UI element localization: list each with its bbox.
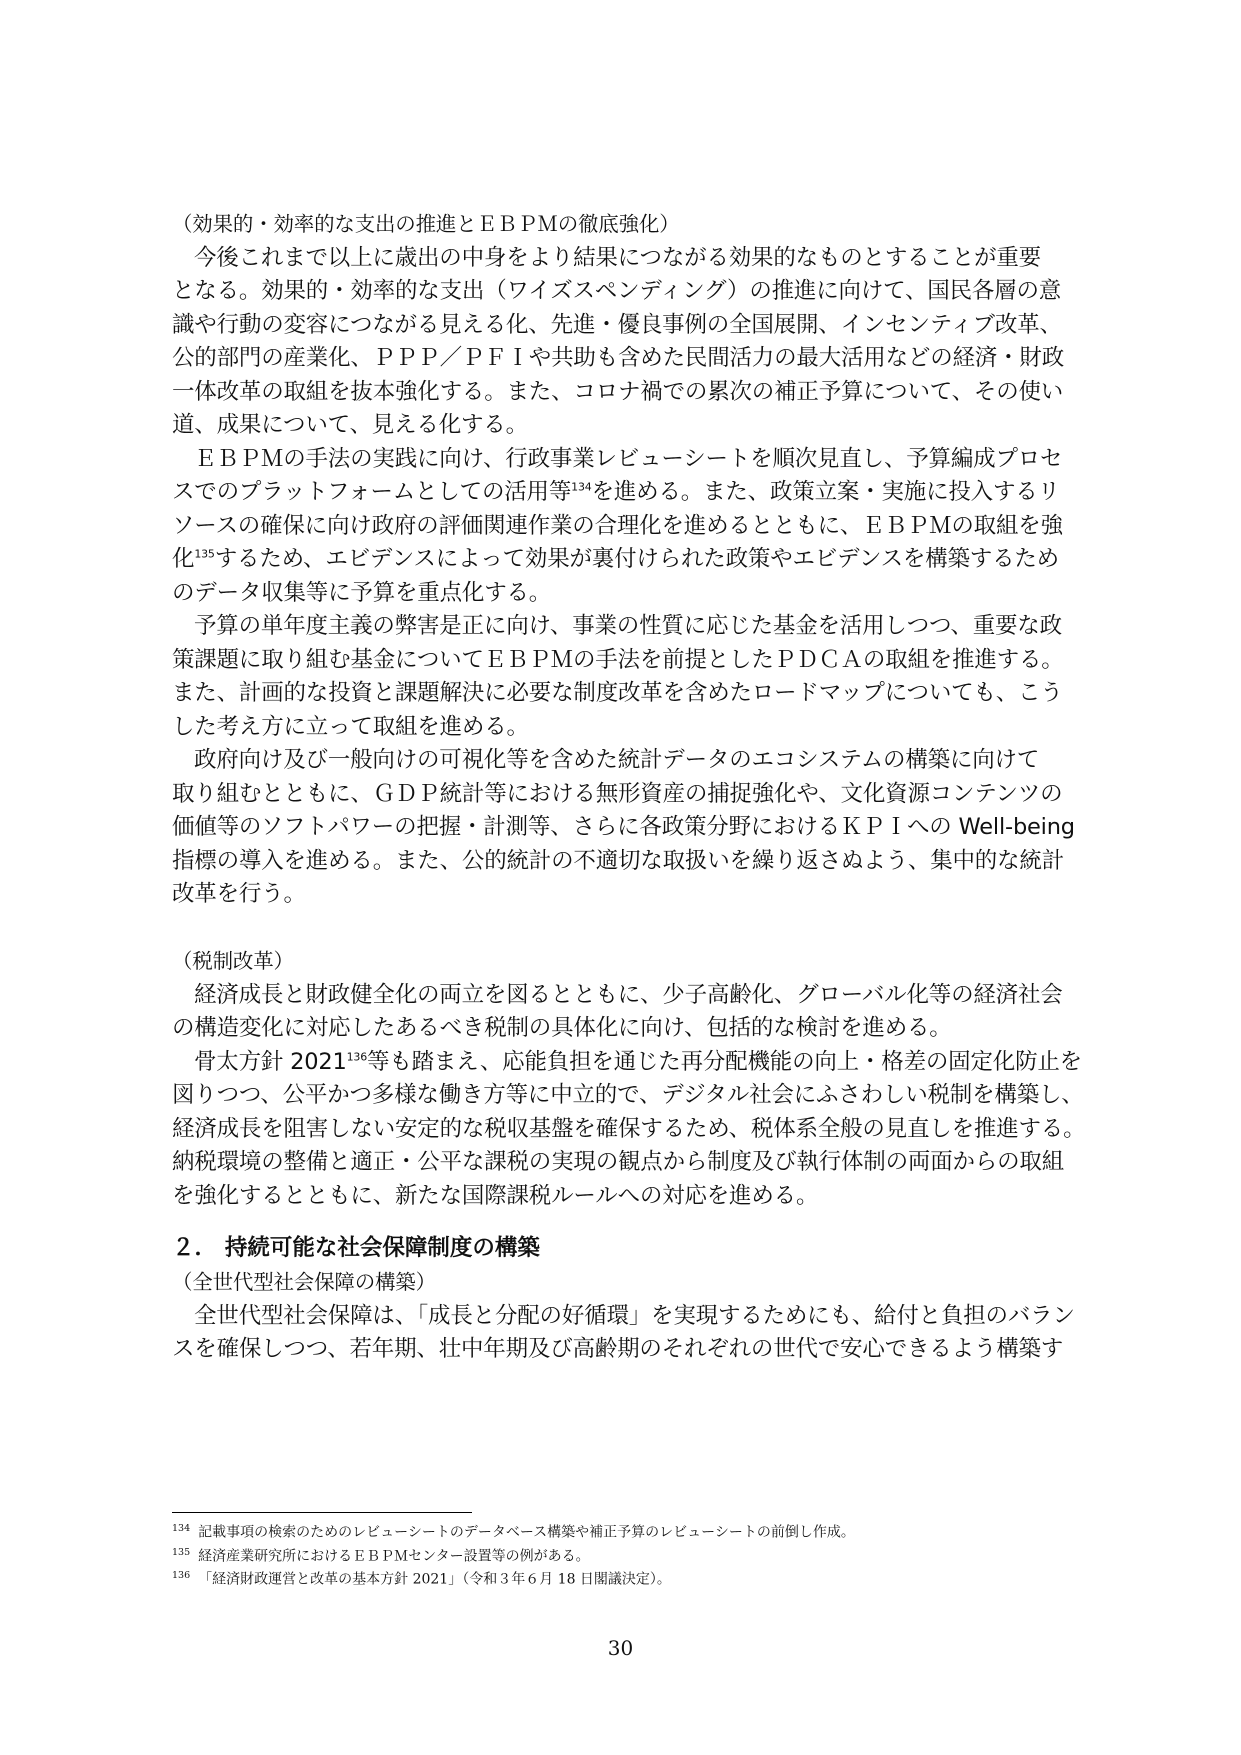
text-span: を進める。また、政策立案・実施に投入するリ [591, 479, 1060, 505]
text-line [172, 476, 1082, 510]
footnote-136 [172, 1566, 1082, 1590]
subsection-heading-wise-spending: （効果的・効率的な支出の推進とＥＢＰＭの徹底強化） [172, 212, 680, 236]
text-line: のデータ収集等に予算を重点化する。 [172, 579, 552, 606]
paragraph [172, 1046, 1086, 1214]
footnote-135 [172, 1543, 1082, 1567]
footnote-text: 記載事項の検索のためのレビューシートのデータベース構築や補正予算のレビューシートの前倒し作成。 [198, 1524, 855, 1541]
text-line: 一体改革の取組を抜本強化する。また、コロナ禍での累次の補正予算について、その使い [172, 378, 1064, 405]
subsection-heading-social-security: （全世代型社会保障の構築） [172, 1270, 436, 1294]
text-line: 指標の導入を進める。また、公的統計の不適切な取扱いを繰り返さぬよう、集中的な統計 [172, 847, 1065, 874]
footnote-number: 134 [172, 1523, 191, 1534]
text-span: するため、エビデンスによって効果が裏付けられた政策やエビデンスを構築するため [214, 546, 1059, 572]
paragraph [172, 744, 1082, 912]
footnote-ref-134[interactable]: 134 [571, 480, 592, 494]
text-line: の構造変化に対応したあるべき税制の具体化に向け、包括的な検討を進める。 [172, 1015, 952, 1041]
paragraph [172, 443, 1082, 611]
paragraph [172, 1300, 1082, 1367]
text-span: スでのプラットフォームとしての活用等 [172, 479, 572, 505]
text-line: 取り組むとともに、ＧＤＰ統計等における無形資産の捕捉強化や、文化資源コンテンツの [172, 780, 1063, 807]
text-line: 図りつつ、公平かつ多様な働き方等に中立的で、デジタル社会にふさわしい税制を構築し、 [172, 1082, 1084, 1108]
text-line: また、計画的な投資と課題解決に必要な制度改革を含めたロードマップについても、こう [172, 680, 1063, 706]
text-line: となる。効果的・効率的な支出（ワイズスペンディング）の推進に向けて、国民各層の意 [172, 278, 1062, 304]
text-line: ソースの確保に向け政府の評価関連作業の合理化を進めるとともに、ＥＢＰＭの取組を強 [172, 512, 1063, 539]
text-span: 等も踏まえ、応能負担を通じた再分配機能の向上・格差の固定化防止を [367, 1048, 1082, 1075]
paragraph [172, 610, 1082, 744]
footnote-number: 135 [172, 1546, 191, 1558]
footnote-ref-136[interactable]: 136 [346, 1050, 368, 1063]
footnote-number: 136 [172, 1570, 191, 1582]
text-line: 改革を行う。 [172, 881, 306, 907]
text-line: 政府向け及び一般向けの可視化等を含めた統計データのエコシステムの構築に向けて [194, 747, 1040, 773]
text-line: 価値等のソフトパワーの把握・計測等、さらに各政策分野におけるＫＰＩへの Well-being [172, 814, 1075, 840]
text-line: スを確保しつつ、若年期、壮中年期及び高齢期のそれぞれの世代で安心できるよう構築す [172, 1336, 1064, 1362]
text-line: 今後これまで以上に歳出の中身をより結果につながる効果的なものとすることが重要 [194, 244, 1041, 271]
subsection-heading-tax-reform: （税制改革） [172, 949, 294, 973]
text-line: ＥＢＰＭの手法の実践に向け、行政事業レビューシートを順次見直し、予算編成プロセ [194, 445, 1063, 472]
text-line: 策課題に取り組む基金についてＥＢＰＭの手法を前提としたＰＤＣＡの取組を推進する。 [172, 646, 1064, 673]
paragraph [172, 242, 1082, 443]
section-title: ２． 持続可能な社会保障制度の構築 [172, 1235, 540, 1261]
text-line: 全世代型社会保障は、「成長と分配の好循環」を実現するためにも、給付と負担のバラン [194, 1302, 1075, 1329]
footnote-ref-135[interactable]: 135 [194, 547, 215, 561]
text-line: を強化するとともに、新たな国際課税ルールへの対応を進める。 [172, 1182, 819, 1209]
text-span: 化 [172, 546, 195, 572]
text-line: 道、成果について、見える化する。 [172, 412, 528, 438]
text-line: 納税環境の整備と適正・公平な課税の実現の観点から制度及び執行体制の両面からの取組 [172, 1149, 1065, 1175]
text-line: 公的部門の産業化、ＰＰＰ／ＰＦＩや共助も含めた民間活力の最大活用などの経済・財政 [172, 345, 1065, 371]
text-line [172, 1046, 1082, 1080]
text-line: 予算の単年度主義の弊害是正に向け、事業の性質に応じた基金を活用しつつ、重要な政 [194, 613, 1062, 639]
text-span: 骨太方針 2021 [194, 1048, 347, 1075]
page-number: 30 [607, 1636, 634, 1660]
body-text [172, 208, 1086, 1367]
footnote-134 [172, 1519, 1082, 1543]
footnote-text: 「経済財政運営と改革の基本方針 2021」（令和３年６月 18 日閣議決定）。 [198, 1571, 671, 1588]
text-line: 識や行動の変容につながる見える化、先進・優良事例の全国展開、インセンティブ改革、 [172, 311, 1062, 338]
spacer [172, 1213, 1082, 1230]
text-line: 経済成長と財政健全化の両立を図るとともに、少子高齢化、グローバル化等の経済社会 [194, 981, 1063, 1008]
paragraph [172, 979, 1082, 1046]
text-line: 経済成長を阻害しない安定的な税収基盤を確保するため、税体系全般の見直しを推進する。 [172, 1115, 1086, 1142]
footnote-divider [172, 1512, 472, 1513]
text-line [172, 543, 1082, 577]
footnote-text: 経済産業研究所におけるＥＢＰＭセンター設置等の例がある。 [198, 1548, 590, 1565]
text-line: した考え方に立って取組を進める。 [172, 713, 529, 740]
footnotes [172, 1512, 1082, 1590]
spacer [172, 912, 1082, 946]
